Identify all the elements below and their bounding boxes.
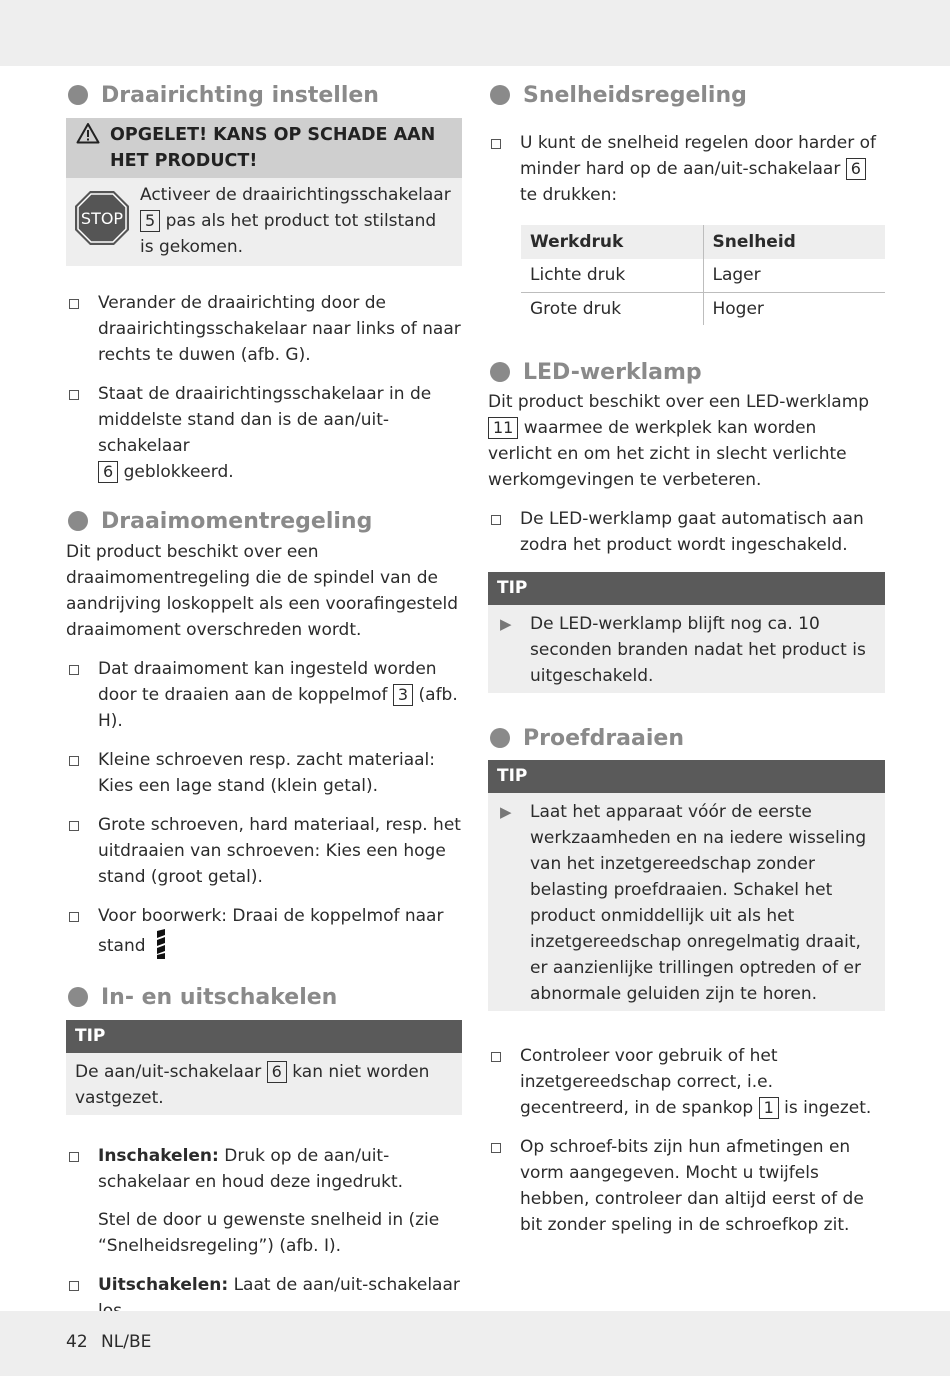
- list-item: Verander de draairichting door de draairichtingsschakelaar naar links of naar rechts te duwen (afb. G).: [66, 290, 462, 368]
- table-cell: Grote druk: [521, 292, 703, 325]
- checkbox-square-icon: [69, 756, 79, 766]
- tip-header: TIP: [66, 1020, 462, 1053]
- warning-text: Activeer de draairichtingsschakelaar 5 pas als het product tot stilstand is gekomen.: [140, 185, 451, 257]
- ref-box: 5: [140, 210, 160, 232]
- table-cell: Lager: [703, 259, 885, 292]
- intro-paragraph: Dit product beschikt over een LED-werklamp 11 waarmee de werkplek kan worden verlicht en om het zicht in slecht verlichte werkomgevingen te verbeteren.: [488, 392, 870, 490]
- left-column: [66, 80, 462, 1324]
- tip-box: [488, 572, 885, 693]
- bullet-list: [66, 1143, 462, 1324]
- tip-box: [488, 760, 885, 1011]
- ref-box: 11: [488, 417, 518, 439]
- warning-title: OPGELET! KANS OP SCHADE AAN HET PRODUCT!: [110, 125, 436, 171]
- checkbox-square-icon: [69, 665, 79, 675]
- list-item: Staat de draairichtingsschakelaar in de middelste stand dan is de aan/uit-schakelaar 6 geblokkeerd.: [66, 381, 462, 485]
- heading-draaimoment: [66, 506, 462, 536]
- checkbox-square-icon: [491, 1143, 501, 1153]
- bullet-list: [488, 1043, 885, 1238]
- heading-proefdraaien: [488, 723, 885, 753]
- tip-text: Laat het apparaat vóór de eerste werkzaamheden en na iedere wisseling van het inzetgereedschap zonder belasting proefdraaien. Schakel het product onmiddellijk uit als het inzetgereedschap onregelmatig draait, er aanzienlijke trillingen optreden of er abnormale geluiden zijn te horen.: [530, 802, 867, 1004]
- tip-box: [66, 1020, 462, 1115]
- ref-box: 6: [846, 158, 866, 180]
- heading-text: LED-werklamp: [523, 359, 702, 385]
- checkbox-square-icon: [491, 1052, 501, 1062]
- warning-body: [66, 178, 462, 266]
- checkbox-square-icon: [69, 1281, 79, 1291]
- checkbox-square-icon: [69, 390, 79, 400]
- bullet-dot-icon: [68, 85, 88, 105]
- checkbox-square-icon: [69, 821, 79, 831]
- tip-text: De aan/uit-schakelaar 6 kan niet worden vastgezet.: [75, 1062, 430, 1108]
- tip-header: TIP: [488, 760, 885, 793]
- stop-sign-icon: [74, 190, 130, 246]
- locale-label: NL/BE: [101, 1332, 152, 1352]
- ref-box: 3: [393, 684, 413, 706]
- checkbox-square-icon: [69, 1152, 79, 1162]
- stop-label: STOP: [80, 209, 124, 228]
- warning-header: [66, 118, 462, 178]
- table-cell: Hoger: [712, 298, 764, 319]
- tip-body: [488, 605, 885, 693]
- list-item: U kunt de snelheid regelen door harder of minder hard op de aan/uit-schakelaar 6 te drukken:: [488, 130, 885, 208]
- heading-snelheid: [488, 80, 885, 110]
- heading-text: Draaimomentregeling: [101, 508, 373, 534]
- tip-item: [498, 799, 875, 1007]
- table-row: [521, 259, 885, 292]
- bullet-dot-icon: [68, 987, 88, 1007]
- tip-header: TIP: [488, 572, 885, 605]
- bullet-dot-icon: [490, 728, 510, 748]
- checkbox-square-icon: [69, 912, 79, 922]
- tip-body: [66, 1053, 462, 1115]
- checkbox-square-icon: [491, 139, 501, 149]
- warning-triangle-icon: [76, 122, 110, 174]
- bullet-dot-icon: [490, 362, 510, 382]
- list-item: Inschakelen: Druk op de aan/uit-schakelaar en houd deze ingedrukt. Stel de door u gewenste snelheid in (zie “Snelheidsregeling”) (afb. I).: [66, 1143, 462, 1259]
- top-band: [0, 0, 950, 66]
- ref-box: 6: [267, 1061, 287, 1083]
- heading-led: [488, 357, 885, 387]
- list-item: Kleine schroeven resp. zacht materiaal: Kies een lage stand (klein getal).: [66, 747, 462, 799]
- intro-paragraph: Dit product beschikt over een draaimomentregeling die de spindel van de aandrijving loskoppelt als een voorafingesteld draaimoment overschreden wordt.: [66, 542, 459, 640]
- drill-bit-icon: [154, 929, 168, 967]
- bullet-list: [66, 656, 462, 967]
- bullet-dot-icon: [68, 511, 88, 531]
- tip-body: [488, 793, 885, 1011]
- ref-box: 1: [759, 1097, 779, 1119]
- checkbox-square-icon: [491, 515, 501, 525]
- table-cell: Lichte druk: [521, 259, 703, 292]
- table-header-cell: Snelheid: [703, 225, 885, 259]
- heading-text: Proefdraaien: [523, 725, 684, 751]
- heading-text: Draairichting instellen: [101, 82, 379, 108]
- list-item: De LED-werklamp gaat automatisch aan zodra het product wordt ingeschakeld.: [488, 506, 885, 558]
- heading-schakelen: [66, 982, 462, 1012]
- list-item: Voor boorwerk: Draai de koppelmof naar stand: [66, 903, 462, 967]
- page-footer: [66, 1332, 159, 1352]
- list-item-extra: Stel de door u gewenste snelheid in (zie “Snelheidsregeling”) (afb. I).: [98, 1210, 440, 1256]
- checkbox-square-icon: [69, 299, 79, 309]
- bullet-list: [488, 506, 885, 558]
- bullet-list: [66, 290, 462, 485]
- speed-table: [521, 225, 885, 325]
- bullet-dot-icon: [490, 85, 510, 105]
- arrow-right-icon: ▶: [500, 615, 512, 633]
- arrow-right-icon: ▶: [500, 803, 512, 821]
- heading-text: In- en uitschakelen: [101, 984, 338, 1010]
- list-item: Dat draaimoment kan ingesteld worden door te draaien aan de koppelmof 3 (afb. H).: [66, 656, 462, 734]
- table-header-cell: Werkdruk: [521, 225, 703, 259]
- table-row: [521, 292, 885, 325]
- ref-box: 6: [98, 461, 118, 483]
- list-item: Controleer voor gebruik of het inzetgereedschap correct, i.e. gecentreerd, in de spankop 1 is ingezet.: [488, 1043, 885, 1121]
- page-number: 42: [66, 1332, 88, 1352]
- list-item: Op schroef-bits zijn hun afmetingen en vorm aangegeven. Mocht u twijfels hebben, controleer dan altijd eerst of de bit zonder speling in de schroefkop zit.: [488, 1134, 885, 1238]
- right-column: [488, 80, 885, 1238]
- tip-text: De LED-werklamp blijft nog ca. 10 seconden branden nadat het product is uitgeschakeld.: [530, 614, 866, 686]
- list-item: Uitschakelen: Laat de aan/uit-schakelaar: [66, 1272, 462, 1324]
- list-item: Grote schroeven, hard materiaal, resp. het uitdraaien van schroeven: Kies een hoge stand (groot getal).: [66, 812, 462, 890]
- bullet-list: [488, 130, 885, 208]
- warning-box: [66, 118, 462, 266]
- heading-text: Snelheidsregeling: [523, 82, 747, 108]
- heading-draairichting: [66, 80, 462, 110]
- tip-item: [498, 611, 875, 689]
- table-header-row: [521, 225, 885, 259]
